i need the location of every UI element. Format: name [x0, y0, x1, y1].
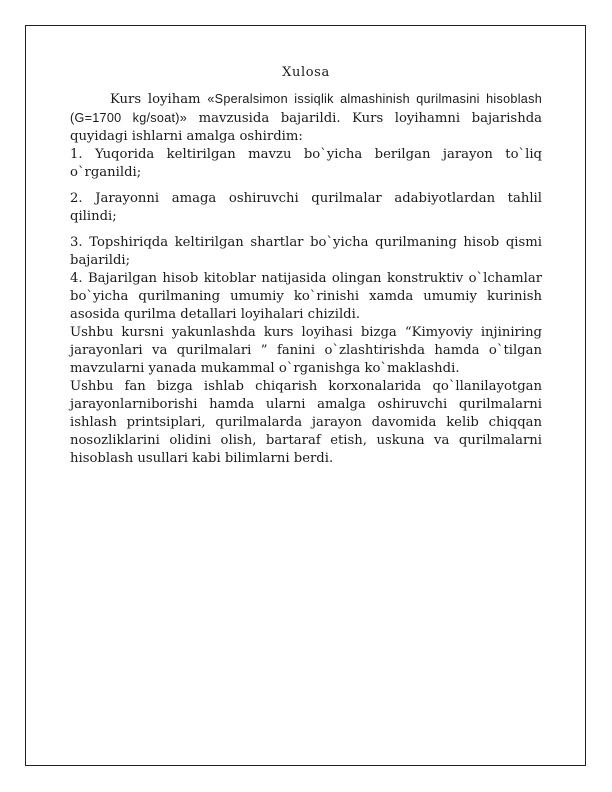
subject-paragraph: Ushbu fan bizga ishlab chiqarish korxonalarida qo`llanilayotgan jarayonlarniborishi hamda ularni amalga oshiruvchi qurilmalarni ishlash printsiplari, qurilmalarda jarayon davomida kelib chiqqan nosozliklarini olidini olish, bartaraf etish, uskuna va qurilmalarni hisoblash usullari kabi bilimlarni berdi. [70, 379, 542, 466]
course-paragraph: Ushbu kursni yakunlashda kurs loyihasi bizga “Kimyoviy injiniring jarayonlari va qurilmalari ” fanini o`zlashtirishda hamda o`tilgan mavzularni yanada mukammal o`rganishga ko`maklashdi. [70, 325, 542, 376]
list-item-1: 1. Yuqorida keltirilgan mavzu bo`yicha berilgan jarayon to`liq o`rganildi; [70, 147, 542, 180]
intro-suffix: mavzusida bajarildi. Kurs loyihamni bajarishda quyidagi ishlarni amalga oshirdim: [70, 111, 542, 144]
document-body [70, 64, 542, 468]
list-item-3: 3. Topshiriqda keltirilgan shartlar bo`yicha qurilmaning hisob qismi bajarildi; [70, 235, 542, 268]
project-topic: «Speralsimon issiqlik almashinish qurilmasini hisoblash (G=1700 kg/soat)» [70, 92, 543, 125]
intro-paragraph [70, 90, 542, 146]
document-title: Xulosa [282, 65, 330, 80]
list-item-2: 2. Jarayonni amaga oshiruvchi qurilmalar adabiyotlardan tahlil qilindi; [70, 191, 542, 224]
intro-prefix: Kurs loyiham [110, 92, 208, 107]
list-item-4: 4. Bajarilgan hisob kitoblar natijasida olingan konstruktiv o`lchamlar bo`yicha qurilmaning umumiy ko`rinishi xamda umumiy kurinish asosida qurilma detallari loyihalari chizildi. [70, 271, 542, 322]
